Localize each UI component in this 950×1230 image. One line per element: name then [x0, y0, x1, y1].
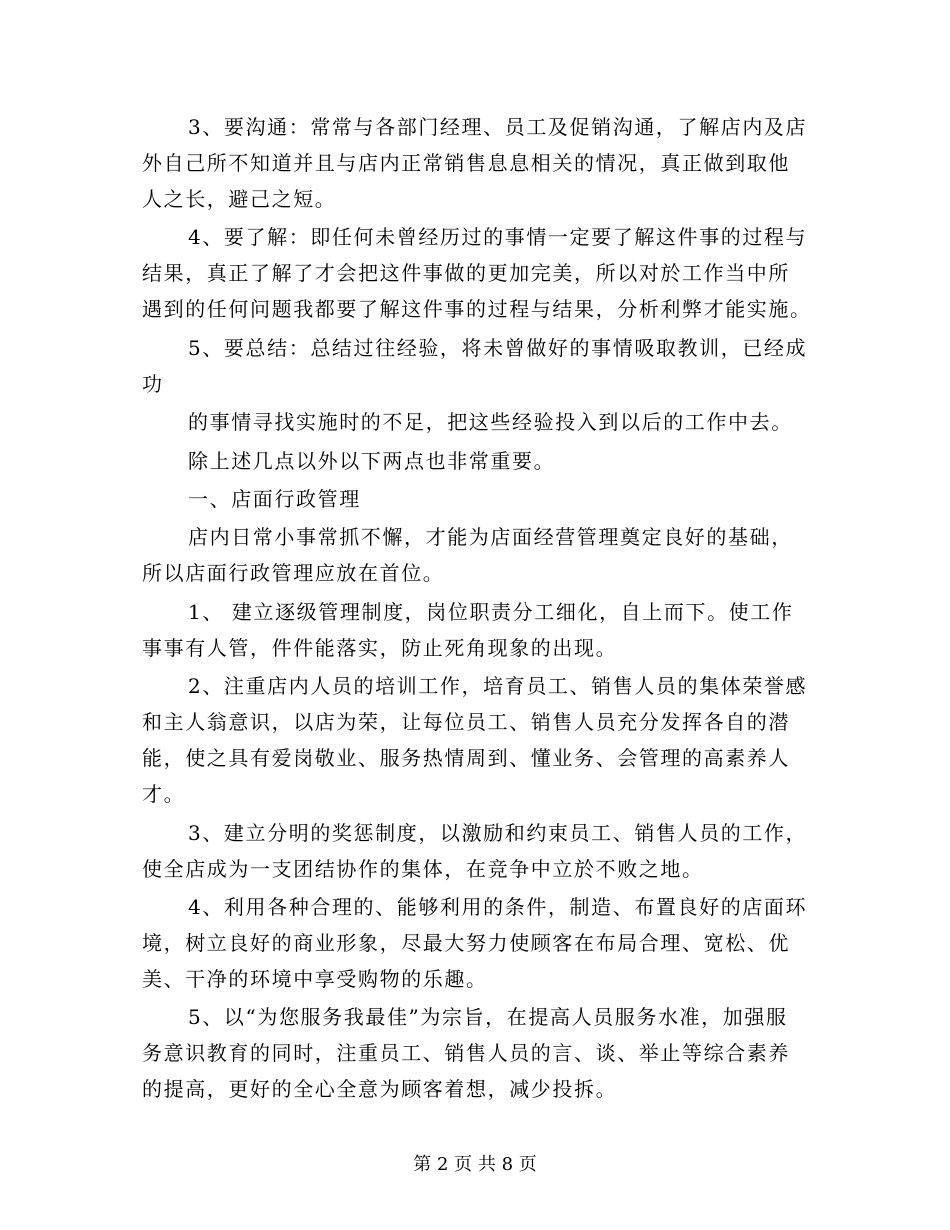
text-line: 境，树立良好的商业形象，尽最大努力使顾客在布局合理、宽松、优 [142, 930, 790, 955]
text-line: 的提高，更好的全心全意为顾客着想，减少投拆。 [142, 1077, 618, 1102]
list-item-5 [142, 999, 832, 1107]
paragraph-summarize-continued [142, 404, 832, 440]
text-line: 和主人翁意识，以店为荣，让每位员工、销售人员充分发挥各自的潜 [142, 710, 790, 735]
text-line: 功 [142, 371, 164, 396]
text-line: 结果，真正了解了才会把这件事做的更加完美，所以对於工作当中所 [142, 261, 790, 286]
text-line: 所以店面行政管理应放在首位。 [142, 561, 445, 586]
text-line: 遇到的任何问题我都要了解这件事的过程与结果，分析利弊才能实施。 [142, 297, 812, 322]
text-line: 务意识教育的同时，注重员工、销售人员的言、谈、举止等综合素养 [142, 1041, 790, 1066]
document-body [142, 109, 832, 1107]
list-item-3 [142, 815, 832, 887]
page-number-footer: 第 2 页 共 8 页 [413, 1154, 537, 1175]
text-line: 3、要沟通：常常与各部门经理、员工及促销沟通，了解店内及店 [188, 115, 808, 139]
text-line: 事事有人管，件件能落实，防止死角现象的出现。 [142, 635, 618, 660]
text-line: 能，使之具有爱岗敬业、服务热情周到、懂业务、会管理的高素养人 [142, 746, 790, 771]
text-line: 店内日常小事常抓不懈，才能为店面经营管理奠定良好的基础， [188, 525, 793, 550]
text-line: 4、要了解：即任何未曾经历过的事情一定要了解这件事的过程与 [188, 225, 808, 250]
text-line: 除上述几点以外以下两点也非常重要。 [188, 448, 556, 473]
paragraph-transition [142, 443, 832, 479]
text-line: 2、注重店内人员的培训工作，培育员工、销售人员的集体荣誉感 [188, 674, 808, 699]
list-item-1 [142, 594, 832, 666]
text-line: 4、利用各种合理的、能够利用的条件，制造、布置良好的店面环 [188, 894, 808, 919]
section-heading: 一、店面行政管理 [188, 486, 361, 511]
text-line: 5、以“为您服务我最佳”为宗旨，在提高人员服务水准，加强服 [188, 1005, 788, 1030]
text-line: 美、干净的环境中享受购物的乐趣。 [142, 966, 488, 991]
text-line: 才。 [142, 782, 186, 807]
paragraph-summarize [142, 330, 832, 402]
text-line: 外自己所不知道并且与店内正常销售息息相关的情况，真正做到取他 [142, 151, 790, 175]
text-line: 使全店成为一支团结协作的集体，在竞争中立於不败之地。 [142, 856, 704, 881]
list-item-2 [142, 668, 832, 812]
text-line: 5、要总结：总结过往经验，将未曾做好的事情吸取教训，已经成 [188, 335, 808, 360]
paragraph-communicate [142, 109, 832, 217]
section-heading-store-admin [142, 481, 832, 517]
text-line: 的事情寻找实施时的不足，把这些经验投入到以后的工作中去。 [188, 410, 793, 435]
paragraph-understand [142, 219, 832, 327]
paragraph-store-admin-intro [142, 519, 832, 591]
text-line: 3、建立分明的奖惩制度，以激励和约束员工、销售人员的工作， [188, 820, 808, 845]
text-line: 1、 建立逐级管理制度，岗位职责分工细化，自上而下。使工作 [188, 599, 794, 624]
text-line: 人之长，避己之短。 [142, 187, 337, 211]
list-item-4 [142, 889, 832, 997]
